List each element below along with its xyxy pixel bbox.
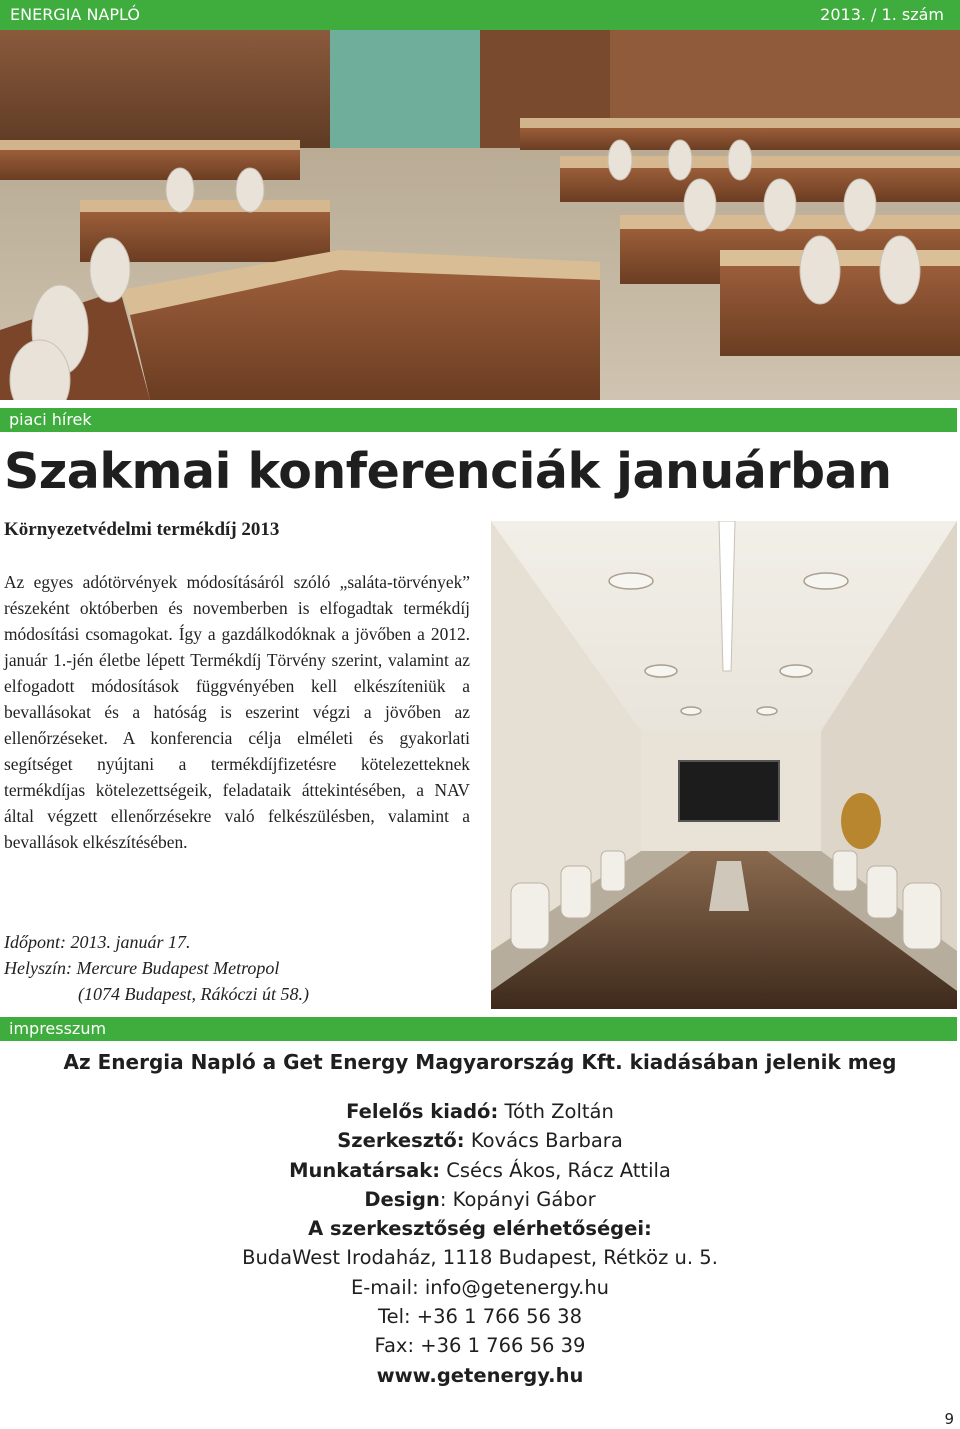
publisher-label: Felelős kiadó: bbox=[346, 1100, 499, 1123]
article-body: Az egyes adótörvények módosításáról szóló „saláta-törvények” részeként októberben és novemberben is elfogadtak termékdíj módosítási csomagokat. Így a gazdálkodóknak a jövőben a 2012. január 1.-jén életbe lépett Termékdíj Törvény szerint, valamint az elfogadott módosítások függvényében kell elkészíteniük a bevallásokat és a hatóság is eszerint végzi a jövőben az ellenőrzéseket. A konferencia célja elméleti és gyakorlati segítséget nyújtani a termékdíjfizetésre kötelezetteknek termékdíjas kötelezettségeik, feladataik áttekintésében, a NAV által végzett ellenőrzésekre való felkészülésben, valamint a bevallások elkészítésében. bbox=[4, 572, 470, 852]
imprint-tel: Tel: +36 1 766 56 38 bbox=[378, 1305, 582, 1329]
section-bar-piaci-hirek bbox=[0, 408, 957, 432]
event-venue: Helyszín: Mercure Budapest Metropol bbox=[4, 958, 280, 978]
imprint-fax: Fax: +36 1 766 56 39 bbox=[374, 1334, 586, 1358]
imprint-email[interactable]: E-mail: info@getenergy.hu bbox=[350, 1275, 610, 1299]
editor-label: Szerkesztő: bbox=[337, 1129, 465, 1153]
staff-label: Munkatársak: bbox=[289, 1158, 441, 1182]
editor-value: Kovács Barbara bbox=[470, 1129, 623, 1153]
imprint-staff bbox=[0, 1156, 960, 1185]
section-bar-impresszum bbox=[0, 1017, 957, 1041]
imprint-contact-heading bbox=[0, 1214, 960, 1243]
article-subtitle: Környezetvédelmi termékdíj 2013 bbox=[4, 519, 280, 540]
imprint-editor bbox=[0, 1126, 960, 1155]
page-number: 9 bbox=[944, 1410, 954, 1428]
section-label: impresszum bbox=[9, 1019, 107, 1038]
staff-value: Csécs Ákos, Rácz Attila bbox=[446, 1158, 671, 1182]
event-details bbox=[4, 929, 309, 1007]
design-value: : Kopányi Gábor bbox=[439, 1187, 596, 1211]
imprint-headline: Az Energia Napló a Get Energy Magyarország Kft. kiadásában jelenik meg bbox=[63, 1050, 897, 1074]
conference-room-photo bbox=[491, 521, 957, 1009]
event-address: (1074 Budapest, Rákóczi út 58.) bbox=[78, 984, 309, 1004]
imprint-block bbox=[0, 1097, 960, 1390]
hero-photo-assembly-hall bbox=[0, 30, 960, 400]
top-header-bar bbox=[0, 0, 960, 30]
event-date: Időpont: 2013. január 17. bbox=[4, 932, 191, 952]
publication-name: ENERGIA NAPLÓ bbox=[10, 5, 140, 24]
imprint-publisher bbox=[0, 1097, 960, 1126]
design-label: Design bbox=[364, 1187, 440, 1211]
section-label: piaci hírek bbox=[9, 410, 92, 429]
issue-number: 2013. / 1. szám bbox=[820, 5, 944, 24]
imprint-website[interactable] bbox=[0, 1361, 960, 1390]
imprint-address: BudaWest Irodaház, 1118 Budapest, Rétköz u. 5. bbox=[242, 1246, 718, 1270]
website-link[interactable]: www.getenergy.hu bbox=[376, 1363, 584, 1387]
imprint-design bbox=[0, 1185, 960, 1214]
publisher-value: Tóth Zoltán bbox=[504, 1100, 614, 1123]
contact-heading: A szerkesztőség elérhetőségei: bbox=[308, 1217, 652, 1241]
article-title: Szakmai konferenciák januárban bbox=[4, 443, 892, 500]
